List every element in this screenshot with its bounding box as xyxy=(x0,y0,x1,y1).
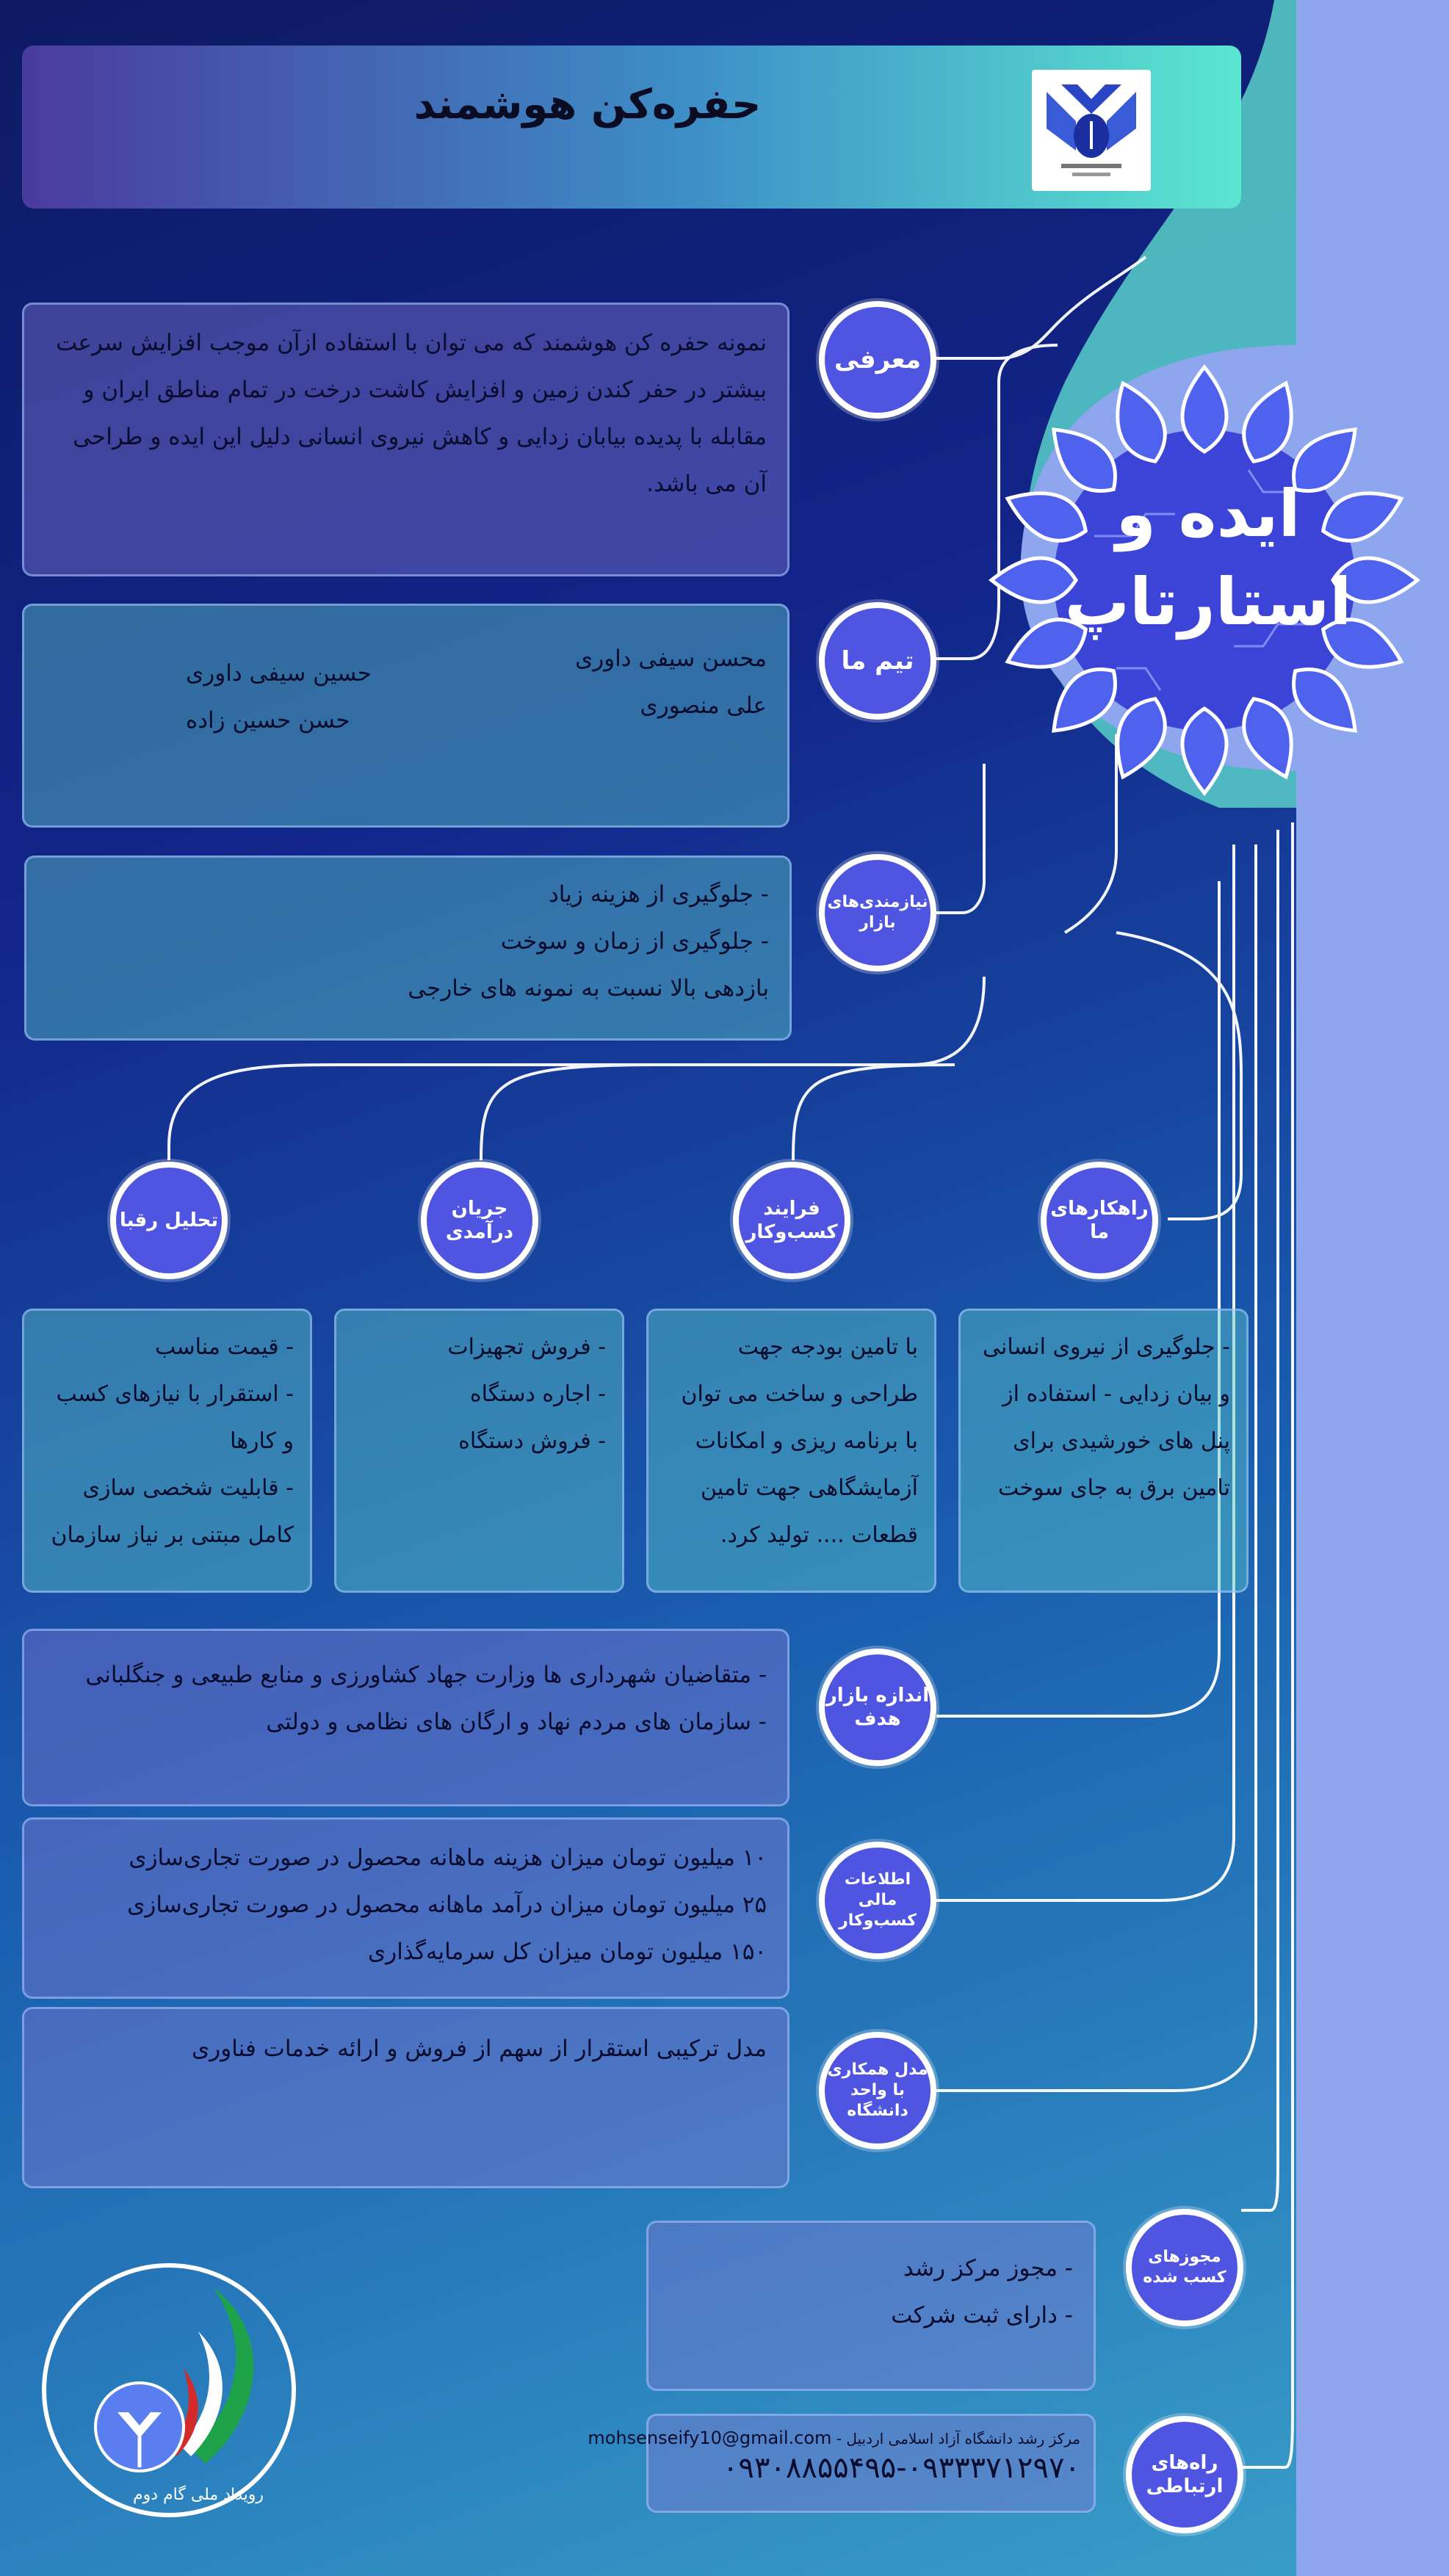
idea-startup-badge xyxy=(1043,470,1373,646)
cooperation-circle xyxy=(819,2032,936,2149)
financial-label: اطلاعات مالی کسب‌وکار xyxy=(839,1870,917,1930)
team-member: حسین سیفی داوری xyxy=(186,660,372,687)
contact-org: مرکز رشد دانشگاه آزاد اسلامی اردبیل - xyxy=(836,2430,1080,2447)
team-member: حسن حسین زاده xyxy=(186,707,350,734)
team-box xyxy=(22,604,789,828)
anniversary-emblem xyxy=(29,2243,308,2537)
intro-circle xyxy=(819,301,936,419)
cooperation-box xyxy=(22,2007,789,2188)
intro-box xyxy=(22,303,789,576)
target-market-label: اندازه بازار هدف xyxy=(825,1685,930,1730)
target-market-circle xyxy=(819,1649,936,1766)
revenue-item: - اجاره دستگاه xyxy=(469,1381,606,1407)
market-needs-circle xyxy=(819,854,936,972)
financial-item: ۲۵ میلیون تومان میزان درآمد ماهانه محصول در صورت تجاری‌سازی xyxy=(127,1892,767,1918)
business-process-text: با تامین بودجه جهت طراحی و ساخت می توان با برنامه ریزی و امکانات آزمایشگاهی جهت تامین قطعات .... تولید کرد. xyxy=(681,1334,918,1548)
licenses-item: - دارای ثبت شرکت xyxy=(891,2302,1073,2329)
emblem-caption: رویداد ملی گام دوم xyxy=(132,2486,264,2504)
business-process-box xyxy=(646,1309,936,1593)
market-needs-item: بازدهی بالا نسبت به نمونه های خارجی xyxy=(408,975,769,1002)
solutions-label: راهکارهای ما xyxy=(1050,1198,1149,1243)
contact-box xyxy=(588,2414,1096,2513)
revenue-item: - فروش دستگاه xyxy=(458,1428,606,1454)
contact-label: راه‌های ارتباطی xyxy=(1146,2452,1224,2497)
team-circle xyxy=(819,602,936,720)
contact-circle xyxy=(1126,2416,1243,2533)
competitors-circle xyxy=(110,1162,228,1279)
intro-label: معرفی xyxy=(834,345,922,375)
target-market-box xyxy=(22,1629,789,1806)
university-logo xyxy=(1032,70,1151,191)
team-member: محسن سیفی داوری xyxy=(574,645,767,672)
contact-email[interactable]: mohsenseify10@gmail.com xyxy=(588,2428,832,2448)
licenses-item: - مجوز مرکز رشد xyxy=(903,2255,1073,2282)
revenue-circle xyxy=(421,1162,538,1279)
team-member: علی منصوری xyxy=(640,692,767,719)
idea-startup-line-1: ایده و xyxy=(1116,476,1301,551)
target-market-item: - سازمان های مردم نهاد و ارگان های نظامی و دولتی xyxy=(266,1709,767,1735)
competitors-item: - قیمت مناسب xyxy=(155,1334,294,1360)
solutions-circle xyxy=(1041,1162,1158,1279)
competitors-label: تحلیل رقبا xyxy=(119,1209,219,1231)
cooperation-label: مدل همکاری با واحد دانشگاه xyxy=(827,2061,928,2120)
intro-text: نمونه حفره کن هوشمند که می توان با استفاده ازآن موجب افزایش سرعت بیشتر در حفر کندن زمین و افزایش کاشت درخت در تمام مناطق ایران و مقابله با پدیده بیابان زدایی و کاهش نیروی انسانی دلیل این ایده و طراحی آن می باشد. xyxy=(55,330,767,497)
market-needs-box xyxy=(24,855,792,1041)
competitors-item: - استقرار با نیازهای کسب و کارها xyxy=(56,1381,294,1454)
competitors-item: - قابلیت شخصی سازی کامل مبتنی بر نیاز سازمان xyxy=(51,1475,294,1548)
business-process-circle xyxy=(733,1162,850,1279)
financial-circle xyxy=(819,1842,936,1959)
university-logo-icon xyxy=(1032,70,1151,191)
target-market-item: - متقاضیان شهرداری ها وزارت جهاد کشاورزی و منابع طبیعی و جنگلبانی xyxy=(85,1662,767,1688)
idea-startup-line-2: استارتاپ xyxy=(1064,564,1352,640)
solutions-box xyxy=(958,1309,1249,1593)
cooperation-text: مدل ترکیبی استقرار از سهم از فروش و ارائه خدمات فناوری xyxy=(192,2036,767,2062)
licenses-box xyxy=(646,2221,1096,2391)
licenses-circle xyxy=(1126,2209,1243,2326)
team-label: تیم ما xyxy=(841,646,914,676)
revenue-item: - فروش تجهیزات xyxy=(447,1334,606,1360)
financial-box xyxy=(22,1817,789,1999)
contact-org-line xyxy=(588,2423,1080,2453)
market-needs-item: - جلوگیری از هزینه زیاد xyxy=(548,881,769,908)
market-needs-item: - جلوگیری از زمان و سوخت xyxy=(500,928,769,955)
revenue-box xyxy=(334,1309,624,1593)
market-needs-label: نیازمندی‌های بازار xyxy=(827,893,928,932)
licenses-label: مجوزهای کسب شده xyxy=(1143,2248,1226,2287)
competitors-box xyxy=(22,1309,312,1593)
solutions-text: - جلوگیری از نیروی انسانی و بیان زدایی - استفاده از پنل های خورشیدی برای تامین برق به جای سوخت xyxy=(982,1334,1230,1501)
financial-item: ۱۰ میلیون تومان میزان هزینه ماهانه محصول در صورت تجاری‌سازی xyxy=(129,1845,767,1871)
business-process-label: فرایند کسب‌وکار xyxy=(745,1198,838,1243)
financial-item: ۱۵۰ میلیون تومان میزان کل سرمایه‌گذاری xyxy=(368,1939,767,1965)
page-title: حفره‌کن هوشمند xyxy=(413,81,762,129)
revenue-label: جریان درآمدی xyxy=(445,1198,514,1243)
contact-phones[interactable]: ۰۹۳۰۸۸۵۵۴۹۵-۰۹۳۳۳۷۱۲۹۷۰ xyxy=(722,2451,1080,2485)
